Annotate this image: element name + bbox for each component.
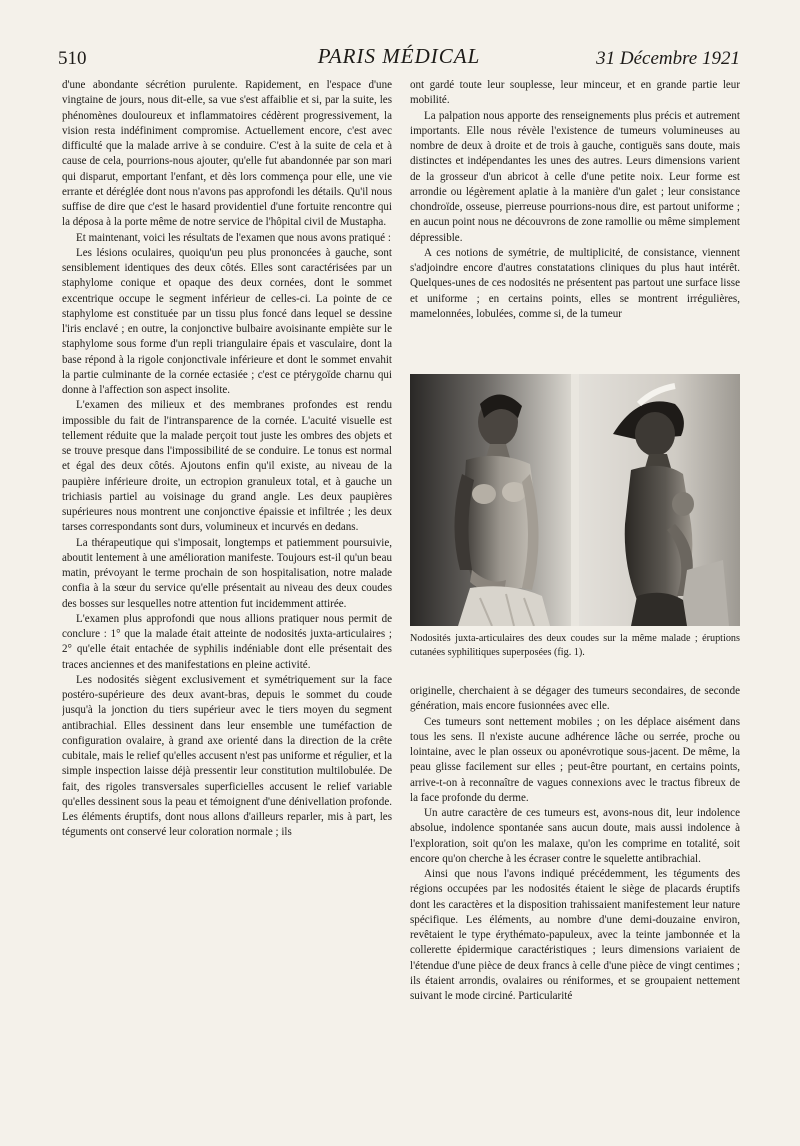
paragraph: d'une abondante sécrétion purulente. Rapidement, en l'espace d'une vingtaine de jours, nous dit-elle, sa vue s'est affaiblie et si, par la suite, les phénomènes douloureux et inflammatoires cédèrent progressivement, la vision resta indéfiniment compromise. Actuellement encore, c'est avec difficulté que la malade arrive à se conduire. C'est à la suite de cela et à cause de cela, pourrions-nous ajouter, qu'elle fut abandonnée par son mari qui disparut, emportant l'enfant, et dès lors commença pour elle, une vie errante et déréglée dont nous n'avons pas approfondi les détails. Qu'il nous suffise de dire que c'est le hasard providentiel d'une fortuite rencontre qui la déposa à la porte même de notre service de l'hôpital civil de Mustapha. xyxy=(62,79,392,229)
paragraph: originelle, cherchaient à se dégager des tumeurs secondaires, de seconde génération, mais encore fusionnées avec elle. xyxy=(410,685,740,713)
paragraph: Ainsi que nous l'avons indiqué précédemment, les téguments des régions occupées par les nodosités étaient le siège de placards éruptifs dont les caractères et la disposition trahissaient manifestement leur nature spécifique. Les éléments, au nombre d'une demi-douzaine environ, revêtaient le type érythémato-papuleux, avec la teinte jambonnée et la collerette épidermique caractéristiques ; leurs dimensions variaient de l'étendue d'une pièce de deux francs à celle d'une pièce de vingt centimes ; ils étaient arrondis, ovalaires ou réniformes, et se groupaient nettement suivant le mode circiné. Particularité xyxy=(410,868,740,1002)
paragraph: La thérapeutique qui s'imposait, longtemps et patiemment poursuivie, aboutit lentement à une amélioration manifeste. Toujours est-il qu'un beau matin, prévoyant le terme prochain de son hospitalisation, notre malade confia à la sœur du service qu'elle présentait au niveau des deux coudes des bosses sur lesquelles notre attention fut incidemment attirée. xyxy=(62,536,392,610)
paragraph: L'examen plus approfondi que nous allions pratiquer nous permit de conclure : 1° que la malade était atteinte de nodosités juxta-articulaires ; 2° qu'elle était entachée de syphilis indéniable dont elle présentait des traces anciennes et des manifestations en pleine activité. xyxy=(62,612,392,671)
paragraph: Les lésions oculaires, quoiqu'un peu plus prononcées à gauche, sont sensiblement identiques des deux côtés. Elles sont caractérisées par un staphylome conique et opaque des deux cornées, dont le sommet excentrique occupe le segment inférieur de celles-ci. La pointe de ce staphylome est constituée par un tissu plus foncé dans lequel se dessine l'iris enclavé ; en outre, la conjonctive bulbaire avoisinante empiète sur le staphylome sous forme d'un repli triangulaire épais et vasculaire, dont la base répond à la rigole conjonctivale inférieure et dont le sommet envahit la partie culminante de la cornée ectasiée ; c'est ce ptérygoïde charnu qui donne à l'affection son aspect insolite. xyxy=(62,246,392,396)
left-column xyxy=(62,78,392,1078)
paragraph: ont gardé toute leur souplesse, leur minceur, et en grande partie leur mobilité. xyxy=(410,79,740,107)
paragraph: La palpation nous apporte des renseignements plus précis et autrement importants. Elle nous révèle l'existence de tumeurs volumineuses au nombre de deux à droite et de trois à gauche, contiguës sans doute, mais distinctes et indépendantes les unes des autres. Leurs dimensions varient de la grosseur d'un abricot à celle d'une petite noix. Leur forme est arrondie ou légèrement aplatie à la manière d'un galet ; leur consistance chondroïde, osseuse, pierreuse pourrions-nous dire, est partout uniforme ; en aucun point nous ne découvrons de zone ramollie ou même simplement dépressible. xyxy=(410,109,740,244)
right-column-top xyxy=(410,78,740,358)
paragraph: L'examen des milieux et des membranes profondes est rendu impossible du fait de l'intransparence de la cornée. L'acuité visuelle est tellement réduite que la malade perçoit tout juste les ombres des objets et se trouve presque dans l'impossibilité de se conduire. Le tonus est normal et égal des deux côtés. Ajoutons enfin qu'il existe, au niveau de la paupière inférieure droite, un ectropion granuleux total, et à gauche un trichiasis partiel au voisinage du grand angle. Les deux paupières supérieures nous montrent une conjonctive épaissie et infiltrée ; les deux tarses correspondants sont durs, volumineux et incurvés en dedans. xyxy=(62,399,392,534)
patient-photo-profile xyxy=(579,374,740,626)
patient-photo-front xyxy=(410,374,571,626)
page-number: 510 xyxy=(58,48,87,69)
right-column-bottom xyxy=(410,684,740,1080)
paragraph: Et maintenant, voici les résultats de l'examen que nous avons pratiqué : xyxy=(76,231,391,244)
figure-photographs xyxy=(410,374,740,626)
running-header xyxy=(58,44,740,72)
paragraph: A ces notions de symétrie, de multiplicité, de consistance, viennent s'adjoindre encore d'autres constatations cliniques du plus haut intérêt. Quelques-unes de ces nodosités ne présentent pas partout une surface lisse et uniforme ; en certains points, elles se montrent irrégulières, mamelonnées, lobulées, comme si, de la tumeur xyxy=(410,246,740,320)
issue-date: 31 Décembre 1921 xyxy=(596,48,740,69)
journal-title: PARIS MÉDICAL xyxy=(317,44,481,68)
paragraph: Les nodosités siègent exclusivement et symétriquement sur la face postéro-supérieure des deux avant-bras, depuis le sommet du coude jusqu'à la jonction du tiers supérieur avec le tiers moyen du segment antibrachial. Elles dessinent dans leur ensemble une tuméfaction de configuration ovalaire, à grand axe orienté dans la direction de la crête cubitale, mais le relief qu'elles accusent n'est pas uniforme et régulier, et la simple inspection laisse déjà pressentir leur constitution multilobulée. De fait, des rigoles transversales superficielles accusent le relief variable qu'elles dessinent sous la peau et témoignent d'une dénivellation profonde. Les éléments éruptifs, dont nous allons d'ailleurs reparler, mis à part, les téguments ont conservé leur coloration normale ; ils xyxy=(62,673,392,839)
paragraph: Ces tumeurs sont nettement mobiles ; on les déplace aisément dans tous les sens. Il n'existe aucune adhérence lâche ou serrée, proche ou lointaine, avec le plan osseux ou aponévrotique sous-jacent. De même, la peau glisse facilement sur elles ; peut-être pourtant, en certains points, arrive-t-on à reconnaître de vagues connexions avec le tractus fibreux de la face profonde du derme. xyxy=(410,715,740,804)
paragraph: Un autre caractère de ces tumeurs est, avons-nous dit, leur indolence absolue, indolence spontanée sans aucun doute, mais aussi indolence à l'exploration, soit qu'on les malaxe, qu'on les comprime en totalité, soit encore qu'on cherche à les écraser contre le squelette antibrachial. xyxy=(410,807,740,865)
figure-caption: Nodosités juxta-articulaires des deux coudes sur la même malade ; éruptions cutanées syphilitiques superposées (fig. 1). xyxy=(410,633,740,658)
